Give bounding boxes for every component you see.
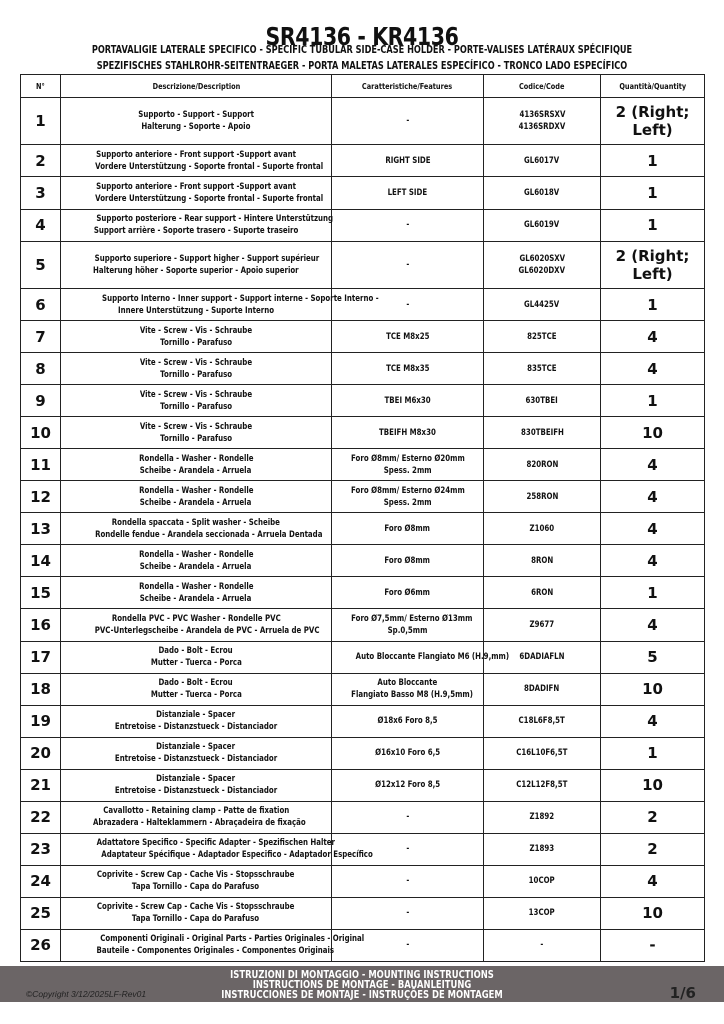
item-code: 6RON bbox=[484, 577, 601, 609]
subtitle-line-2: SPEZIFISCHES STAHLROHR-SEITENTRAEGER - PORTA MALETAS LATERALES ESPECÍFICO - TRONCO LADO ESPECÍFICO bbox=[96, 60, 628, 72]
parts-table bbox=[20, 74, 705, 962]
item-number: 5 bbox=[21, 241, 61, 288]
item-quantity: 4 bbox=[601, 705, 705, 737]
item-number: 26 bbox=[21, 929, 61, 961]
header-features: Caratteristiche/Features bbox=[332, 75, 484, 98]
footer-line-2: INSTRUCTIONS DE MONTAGE - BAUANLEITUNG bbox=[252, 979, 472, 991]
item-code: 630TBEI bbox=[484, 385, 601, 417]
table-header-row bbox=[21, 75, 705, 98]
item-code: GL6017V bbox=[484, 145, 601, 177]
item-quantity: 1 bbox=[601, 385, 705, 417]
item-quantity: 10 bbox=[601, 673, 705, 705]
item-description: Rondella - Washer - Rondelle Scheibe - Arandela - Arruela bbox=[61, 481, 332, 513]
table-row bbox=[21, 288, 705, 320]
item-description: Rondella - Washer - Rondelle Scheibe - Arandela - Arruela bbox=[61, 449, 332, 481]
table-row bbox=[21, 609, 705, 641]
footer-line-1: ISTRUZIONI DI MONTAGGIO - MOUNTING INSTRUCTIONS bbox=[230, 969, 494, 981]
item-quantity: 5 bbox=[601, 641, 705, 673]
item-features: TBEI M6x30 bbox=[332, 385, 484, 417]
item-code: - bbox=[484, 929, 601, 961]
item-description: Vite - Screw - Vis - Schraube Tornillo - Parafuso bbox=[61, 353, 332, 385]
item-quantity: 10 bbox=[601, 897, 705, 929]
item-number: 2 bbox=[21, 145, 61, 177]
item-number: 11 bbox=[21, 449, 61, 481]
item-number: 15 bbox=[21, 577, 61, 609]
table-row bbox=[21, 673, 705, 705]
item-features: TCE M8x35 bbox=[332, 353, 484, 385]
header-quantity: Quantità/Quantity bbox=[601, 75, 705, 98]
item-number: 10 bbox=[21, 417, 61, 449]
item-features: Foro Ø8mm/ Esterno Ø24mm Spess. 2mm bbox=[332, 481, 484, 513]
item-number: 6 bbox=[21, 288, 61, 320]
item-code: GL6020SXV GL6020DXV bbox=[484, 241, 601, 288]
item-quantity: 4 bbox=[601, 865, 705, 897]
table-row bbox=[21, 385, 705, 417]
subtitle-line-1: PORTAVALIGIE LATERALE SPECIFICO - SPECIFIC TUBULAR SIDE-CASE HOLDER - PORTE-VALISES LATÉRAUX SPÉCIFIQUE bbox=[91, 44, 633, 56]
header-code: Codice/Code bbox=[484, 75, 601, 98]
table-row bbox=[21, 737, 705, 769]
item-features: LEFT SIDE bbox=[332, 177, 484, 209]
item-code: GL4425V bbox=[484, 288, 601, 320]
table-row bbox=[21, 209, 705, 241]
item-code: 835TCE bbox=[484, 353, 601, 385]
item-features: - bbox=[332, 865, 484, 897]
item-number: 20 bbox=[21, 737, 61, 769]
item-description: Vite - Screw - Vis - Schraube Tornillo - Parafuso bbox=[61, 417, 332, 449]
item-description: Supporto - Support - Support Halterung - Soporte - Apoio bbox=[61, 98, 332, 145]
table-row bbox=[21, 897, 705, 929]
item-description: Rondella PVC - PVC Washer - Rondelle PVC PVC-Unterlegscheibe - Arandela de PVC - Arruela de PVC bbox=[61, 609, 332, 641]
item-number: 22 bbox=[21, 801, 61, 833]
item-quantity: 10 bbox=[601, 417, 705, 449]
item-quantity: 1 bbox=[601, 577, 705, 609]
item-description: Coprivite - Screw Cap - Cache Vis - Stopsschraube Tapa Tornillo - Capa do Parafuso bbox=[61, 865, 332, 897]
table-row bbox=[21, 641, 705, 673]
item-description: Supporto superiore - Support higher - Support supérieur Halterung höher - Soporte superior - Apoio superior bbox=[61, 241, 332, 288]
item-code: GL6019V bbox=[484, 209, 601, 241]
item-features: Auto Bloccante Flangiato M6 (H.9,mm) bbox=[332, 641, 484, 673]
item-quantity: 1 bbox=[601, 209, 705, 241]
item-quantity: 1 bbox=[601, 288, 705, 320]
item-quantity: 4 bbox=[601, 545, 705, 577]
item-quantity: 1 bbox=[601, 145, 705, 177]
header-description: Descrizione/Description bbox=[61, 75, 332, 98]
item-description: Supporto posteriore - Rear support - Hintere Unterstützung Support arrière - Soporte trasero - Suporte traseiro bbox=[61, 209, 332, 241]
item-quantity: 1 bbox=[601, 737, 705, 769]
item-features: - bbox=[332, 833, 484, 865]
item-quantity: 1 bbox=[601, 177, 705, 209]
item-code: 8RON bbox=[484, 545, 601, 577]
item-quantity: 4 bbox=[601, 513, 705, 545]
footer-line-3: INSTRUCCIONES DE MONTAJE - INSTRUÇÕES DE MONTAGEM bbox=[221, 989, 503, 1001]
item-quantity: 4 bbox=[601, 449, 705, 481]
item-features: Ø12x12 Foro 8,5 bbox=[332, 769, 484, 801]
item-description: Vite - Screw - Vis - Schraube Tornillo - Parafuso bbox=[61, 385, 332, 417]
item-description: Rondella spaccata - Split washer - Scheibe Rondelle fendue - Arandela seccionada - Arruela Dentada bbox=[61, 513, 332, 545]
item-number: 13 bbox=[21, 513, 61, 545]
item-description: Adattatore Specifico - Specific Adapter - Spezifischen Halter Adaptateur Spécifique - Adaptador Especifico - Adaptador Específico bbox=[61, 833, 332, 865]
item-description: Distanziale - Spacer Entretoise - Distanzstueck - Distanciador bbox=[61, 705, 332, 737]
item-description: Distanziale - Spacer Entretoise - Distanzstueck - Distanciador bbox=[61, 737, 332, 769]
item-code: 8DADIFN bbox=[484, 673, 601, 705]
item-features: RIGHT SIDE bbox=[332, 145, 484, 177]
item-code: Z1892 bbox=[484, 801, 601, 833]
item-features: - bbox=[332, 241, 484, 288]
item-features: Foro Ø8mm/ Esterno Ø20mm Spess. 2mm bbox=[332, 449, 484, 481]
item-number: 7 bbox=[21, 321, 61, 353]
item-number: 1 bbox=[21, 98, 61, 145]
item-features: - bbox=[332, 98, 484, 145]
item-quantity: 4 bbox=[601, 321, 705, 353]
item-quantity: - bbox=[601, 929, 705, 961]
item-features: Foro Ø8mm bbox=[332, 513, 484, 545]
table-row bbox=[21, 801, 705, 833]
item-description: Supporto anteriore - Front support -Support avant Vordere Unterstützung - Soporte frontal - Suporte frontal bbox=[61, 145, 332, 177]
item-description: Cavallotto - Retaining clamp - Patte de fixation Abrazadera - Halteklammern - Abraçadeira de fixação bbox=[61, 801, 332, 833]
item-quantity: 2 bbox=[601, 801, 705, 833]
item-description: Dado - Bolt - Ecrou Mutter - Tuerca - Porca bbox=[61, 673, 332, 705]
item-features: Foro Ø6mm bbox=[332, 577, 484, 609]
item-number: 8 bbox=[21, 353, 61, 385]
item-features: Auto Bloccante Flangiato Basso M8 (H.9,5mm) bbox=[332, 673, 484, 705]
item-number: 14 bbox=[21, 545, 61, 577]
table-row bbox=[21, 705, 705, 737]
item-code: GL6018V bbox=[484, 177, 601, 209]
item-features: - bbox=[332, 929, 484, 961]
item-number: 18 bbox=[21, 673, 61, 705]
header-number: N° bbox=[21, 75, 61, 98]
item-number: 16 bbox=[21, 609, 61, 641]
item-features: - bbox=[332, 801, 484, 833]
item-code: 4136SRSXV 4136SRDXV bbox=[484, 98, 601, 145]
item-code: Z1893 bbox=[484, 833, 601, 865]
item-code: 258RON bbox=[484, 481, 601, 513]
table-row bbox=[21, 98, 705, 145]
item-features: TCE M8x25 bbox=[332, 321, 484, 353]
table-row bbox=[21, 929, 705, 961]
table-row bbox=[21, 833, 705, 865]
table-row bbox=[21, 177, 705, 209]
item-quantity: 2 bbox=[601, 833, 705, 865]
item-number: 9 bbox=[21, 385, 61, 417]
table-row bbox=[21, 545, 705, 577]
item-description: Supporto Interno - Inner support - Support interne - Soporte Interno - Innere Unterstützung - Suporte Interno bbox=[61, 288, 332, 320]
item-code: C16L10F6,5T bbox=[484, 737, 601, 769]
table-row bbox=[21, 321, 705, 353]
item-code: 10COP bbox=[484, 865, 601, 897]
item-quantity: 4 bbox=[601, 481, 705, 513]
item-quantity: 10 bbox=[601, 769, 705, 801]
item-quantity: 4 bbox=[601, 353, 705, 385]
item-code: Z9677 bbox=[484, 609, 601, 641]
item-code: 13COP bbox=[484, 897, 601, 929]
item-features: Foro Ø7,5mm/ Esterno Ø13mm Sp.0,5mm bbox=[332, 609, 484, 641]
table-row bbox=[21, 865, 705, 897]
table-row bbox=[21, 145, 705, 177]
item-description: Componenti Originali - Original Parts - Parties Originales - Original Bauteile - Componentes Originales - Componentes Originais bbox=[61, 929, 332, 961]
item-description: Supporto anteriore - Front support -Support avant Vordere Unterstützung - Soporte frontal - Suporte frontal bbox=[61, 177, 332, 209]
item-number: 19 bbox=[21, 705, 61, 737]
item-code: Z1060 bbox=[484, 513, 601, 545]
table-row bbox=[21, 513, 705, 545]
item-features: - bbox=[332, 209, 484, 241]
item-features: - bbox=[332, 897, 484, 929]
item-quantity: 2 (Right; Left) bbox=[601, 98, 705, 145]
item-features: Ø18x6 Foro 8,5 bbox=[332, 705, 484, 737]
page-number: 1/6 bbox=[669, 984, 696, 1002]
table-row bbox=[21, 769, 705, 801]
item-code: 830TBEIFH bbox=[484, 417, 601, 449]
item-code: C18L6F8,5T bbox=[484, 705, 601, 737]
table-body bbox=[21, 98, 705, 962]
table-row bbox=[21, 241, 705, 288]
item-description: Rondella - Washer - Rondelle Scheibe - Arandela - Arruela bbox=[61, 545, 332, 577]
item-features: Ø16x10 Foro 6,5 bbox=[332, 737, 484, 769]
item-number: 4 bbox=[21, 209, 61, 241]
table-row bbox=[21, 449, 705, 481]
item-quantity: 4 bbox=[601, 609, 705, 641]
item-number: 25 bbox=[21, 897, 61, 929]
item-description: Dado - Bolt - Ecrou Mutter - Tuerca - Porca bbox=[61, 641, 332, 673]
item-description: Vite - Screw - Vis - Schraube Tornillo - Parafuso bbox=[61, 321, 332, 353]
item-code: 6DADIAFLN bbox=[484, 641, 601, 673]
item-description: Coprivite - Screw Cap - Cache Vis - Stopsschraube Tapa Tornillo - Capa do Parafuso bbox=[61, 897, 332, 929]
table-row bbox=[21, 417, 705, 449]
table-row bbox=[21, 481, 705, 513]
document-title: SR4136 - KR4136 bbox=[265, 22, 459, 51]
item-number: 21 bbox=[21, 769, 61, 801]
item-features: Foro Ø8mm bbox=[332, 545, 484, 577]
item-code: 820RON bbox=[484, 449, 601, 481]
item-code: C12L12F8,5T bbox=[484, 769, 601, 801]
item-quantity: 2 (Right; Left) bbox=[601, 241, 705, 288]
item-number: 17 bbox=[21, 641, 61, 673]
item-number: 24 bbox=[21, 865, 61, 897]
copyright-text: ©Copyright 3/12/2025LF-Rev01 bbox=[26, 989, 147, 999]
table-row bbox=[21, 353, 705, 385]
item-number: 23 bbox=[21, 833, 61, 865]
item-number: 12 bbox=[21, 481, 61, 513]
item-description: Rondella - Washer - Rondelle Scheibe - Arandela - Arruela bbox=[61, 577, 332, 609]
item-features: - bbox=[332, 288, 484, 320]
table-row bbox=[21, 577, 705, 609]
item-number: 3 bbox=[21, 177, 61, 209]
item-features: TBEIFH M8x30 bbox=[332, 417, 484, 449]
item-code: 825TCE bbox=[484, 321, 601, 353]
item-description: Distanziale - Spacer Entretoise - Distanzstueck - Distanciador bbox=[61, 769, 332, 801]
